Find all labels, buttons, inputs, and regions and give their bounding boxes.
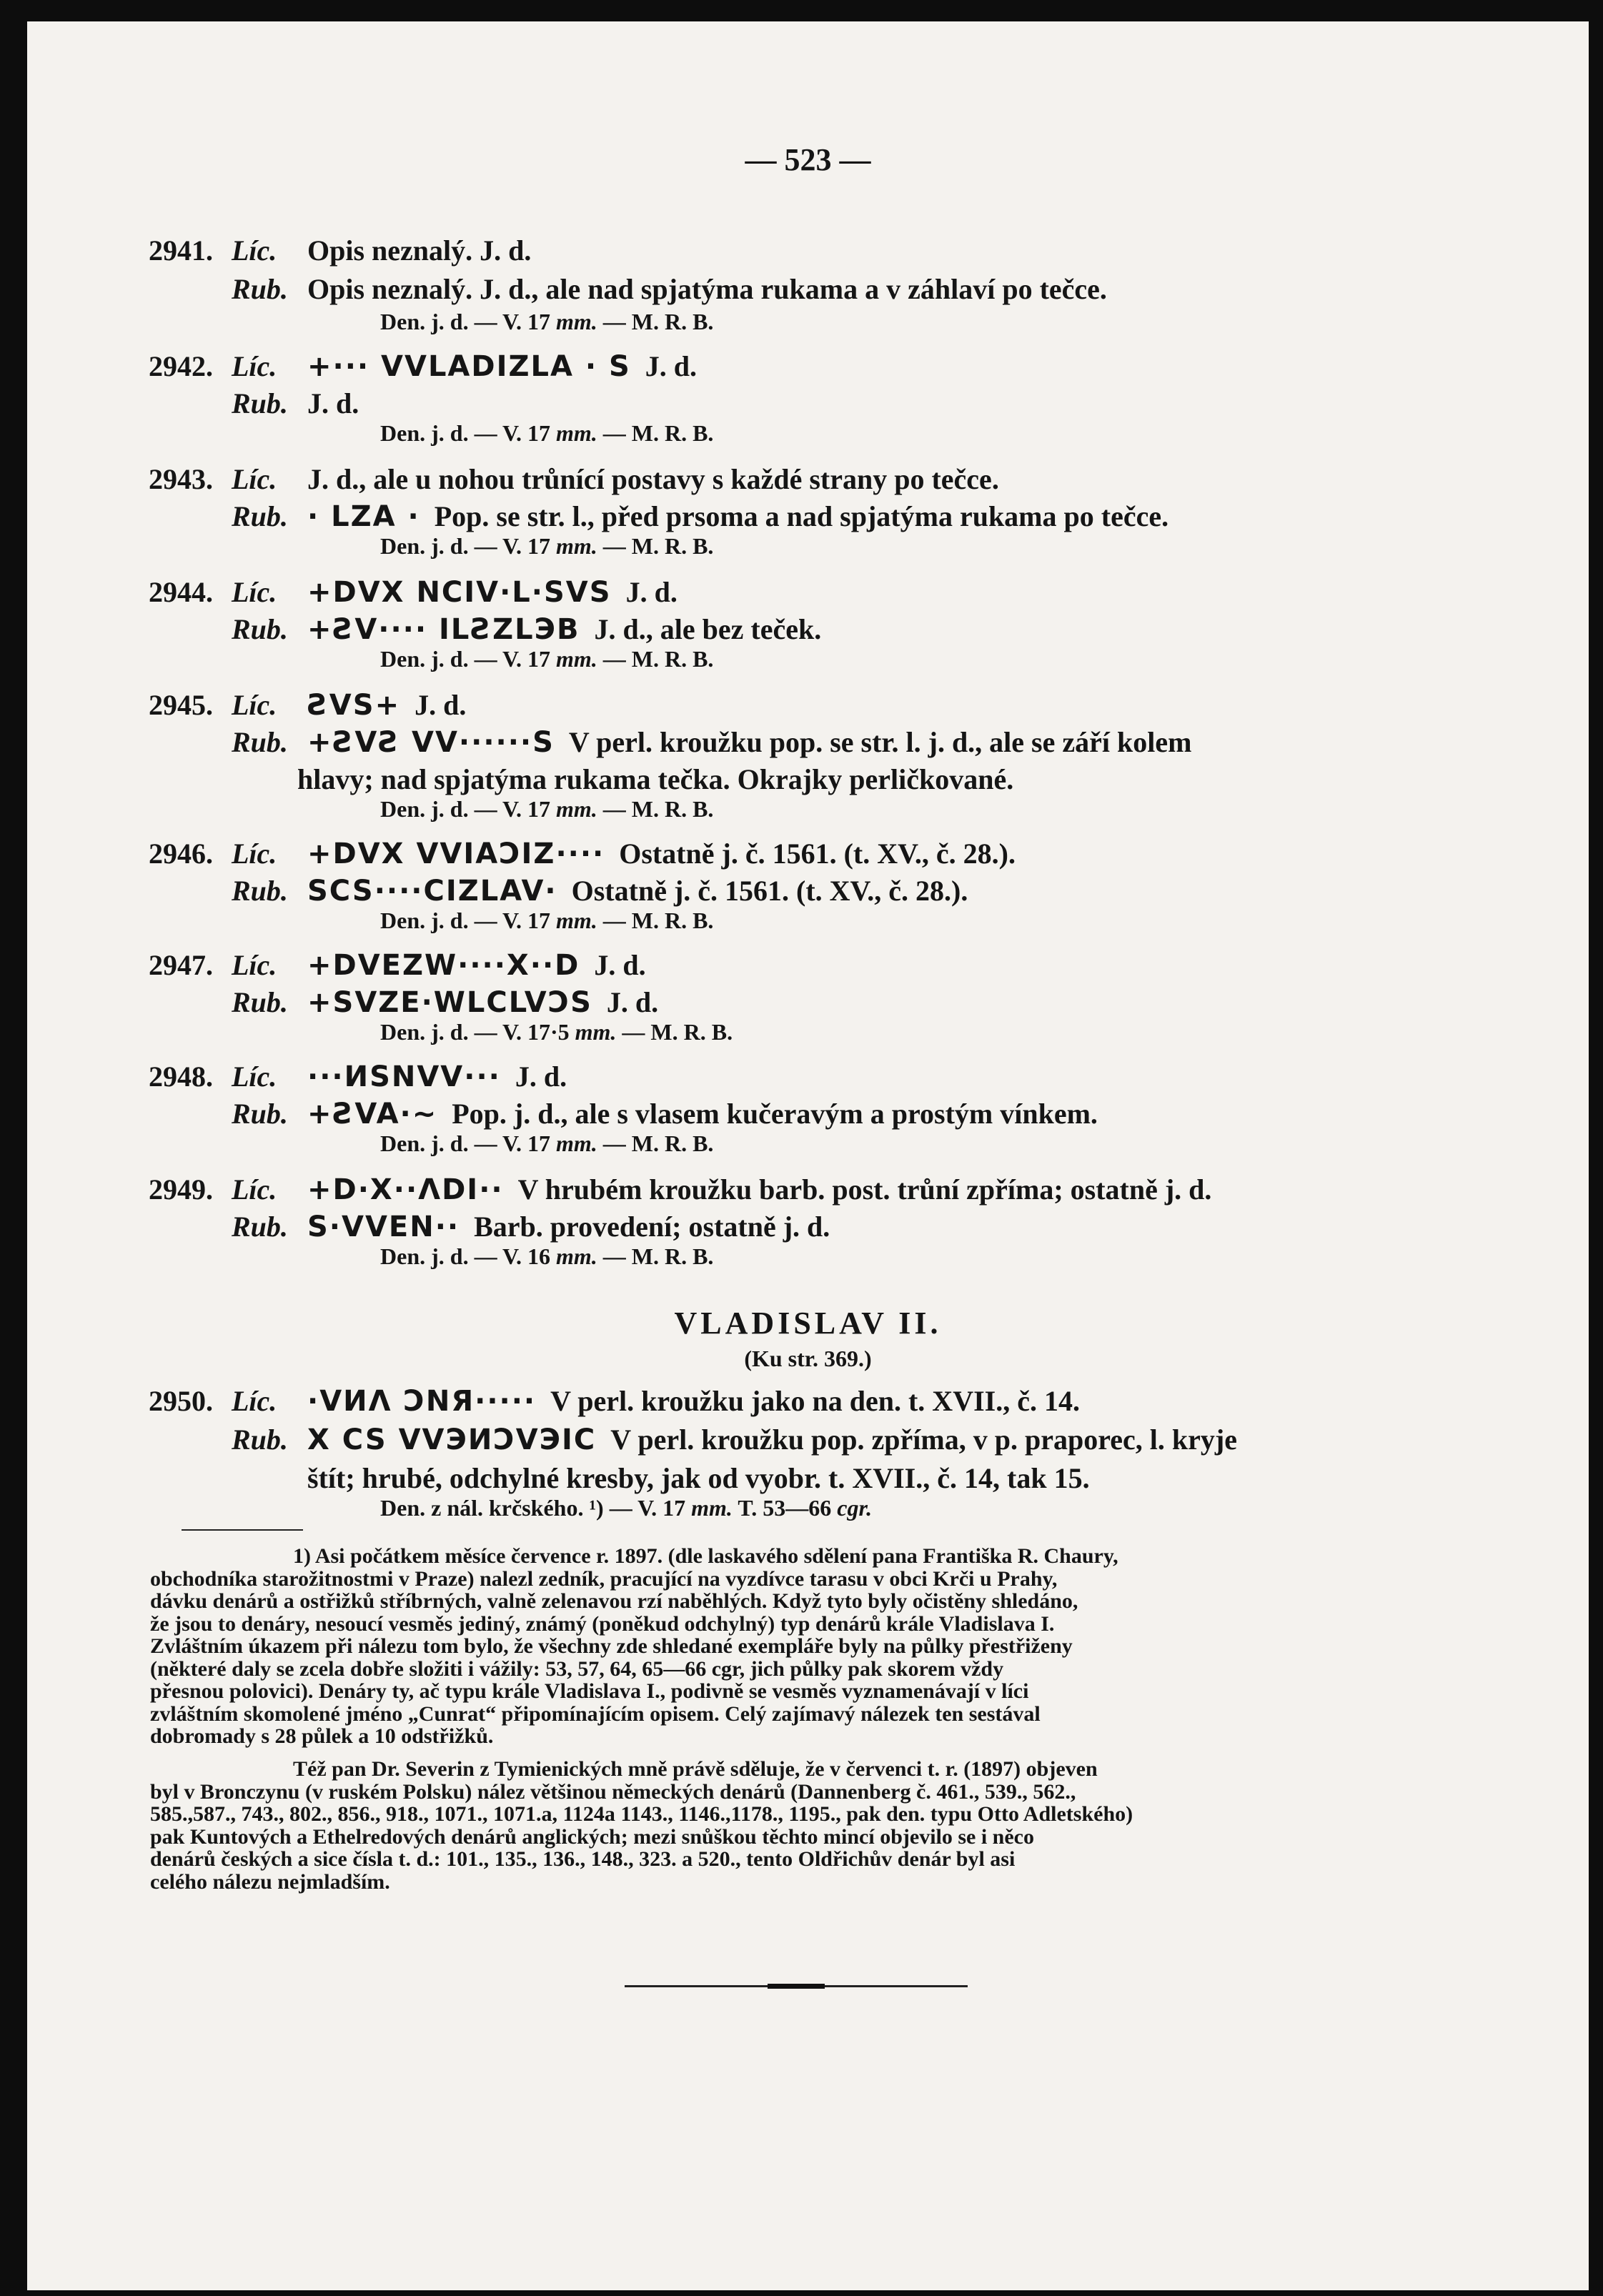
- lic-text: J. d., ale u nohou trůnící postavy s každé strany po tečce.: [307, 463, 999, 495]
- entry-2948-rub: [232, 1096, 1098, 1132]
- rub-label: Rub.: [232, 1423, 288, 1456]
- end-rule-left: [625, 1985, 768, 1987]
- coin-legend: +··· VVLADIZLA · S: [307, 350, 631, 383]
- lic-text: J. d.: [594, 949, 646, 981]
- entry-2946-den: Den. j. d. — V. 17 mm. — M. R. B.: [380, 908, 714, 933]
- end-rule-right: [825, 1985, 968, 1987]
- entry-number: 2950.: [149, 1385, 213, 1417]
- footnote-2: [150, 1758, 1394, 1893]
- entry-2942-den: Den. j. d. — V. 17 mm. — M. R. B.: [380, 420, 714, 446]
- footnote-line: 585.,587., 743., 802., 856., 918., 1071., 1071.a, 1124a 1143., 1146.,1178., 1195., pak den. typu Otto Adletského): [150, 1802, 1133, 1826]
- coin-legend: SCS····CIZLAV·: [307, 875, 557, 908]
- footnote-line: denárů českých a sice čísla t. d.: 101., 135., 136., 148., 323. a 520., tento Oldřichův denár byl asi: [150, 1847, 1016, 1871]
- entry-2944-rub: [232, 612, 821, 647]
- footnote-line: Zvláštním úkazem při nálezu tom bylo, že všechny zde shledané exempláře byly na půlky přestřiženy: [150, 1634, 1073, 1658]
- rub-text: V perl. kroužku pop. se str. l. j. d., ale se září kolem: [568, 726, 1192, 758]
- entry-2947-rub: [232, 985, 658, 1020]
- rub-text: Barb. provedení; ostatně j. d.: [474, 1211, 830, 1243]
- entry-2946-rub: [232, 873, 968, 909]
- entry-2942-rub: [232, 386, 359, 422]
- rub-text: Pop. se str. l., před prsoma a nad spjatýma rukama po tečce.: [434, 500, 1169, 532]
- coin-legend: ·VИΛ ƆNЯ·····: [307, 1385, 537, 1418]
- rub-text: V perl. kroužku pop. zpříma, v p. praporec, l. kryje: [610, 1423, 1237, 1456]
- entry-2943-lic: [149, 462, 999, 497]
- rub-label: Rub.: [232, 1211, 288, 1243]
- footnote-separator: [182, 1529, 303, 1531]
- rub-text: J. d.: [606, 986, 659, 1018]
- coin-legend: +D·X··ΛDI··: [307, 1173, 504, 1206]
- footnote-line: byl v Bronczynu (v ruském Polsku) nález většinou německých denárů (Dannenberg č. 461., 539., 562.,: [150, 1779, 1076, 1804]
- section-title: VLADISLAV II.: [674, 1306, 942, 1341]
- rub-label: Rub.: [232, 1098, 288, 1130]
- entry-2944-lic: [149, 575, 678, 610]
- footnote-line: celého nálezu nejmladším.: [150, 1869, 390, 1894]
- entry-2943-den: Den. j. d. — V. 17 mm. — M. R. B.: [380, 533, 714, 559]
- lic-label: Líc.: [232, 350, 277, 382]
- footnote-line: přesnou polovici). Denáry ty, ač typu krále Vladislava I., podivně se vesměs vyznamenávají v líci: [150, 1679, 1029, 1703]
- rub-text-continued: hlavy; nad spjatýma rukama tečka. Okrajky perličkované.: [297, 763, 1014, 795]
- footnote-1: [150, 1545, 1394, 1748]
- rub-text-continued: štít; hrubé, odchylné kresby, jak od vyobr. t. XVII., č. 14, tak 15.: [307, 1462, 1090, 1494]
- coin-legend: ƧVS+: [307, 689, 401, 722]
- entry-number: 2943.: [149, 463, 213, 495]
- coin-legend: +SVZE·WLCLVƆS: [307, 986, 592, 1019]
- entry-2941-lic: [149, 233, 531, 269]
- entry-number: 2946.: [149, 838, 213, 870]
- entry-2945-lic: [149, 687, 466, 723]
- document-page: [27, 21, 1589, 2290]
- coin-legend: S·VVEN··: [307, 1211, 460, 1243]
- footnote-line: pak Kuntových a Ethelredových denárů anglických; mezi snůškou těchto mincí objevilo se i něco: [150, 1824, 1035, 1849]
- lic-label: Líc.: [232, 576, 277, 608]
- entry-2945-rub-cont: [297, 762, 1013, 797]
- end-rule-center: [768, 1984, 825, 1989]
- footnote-line: dobromady s 28 půlek a 10 odstřižků.: [150, 1724, 494, 1748]
- footnote-line: obchodníka starožitnostmi v Praze) nalezl zedník, pracující na vyzdívce tarasu v obci Krči u Prahy,: [150, 1566, 1058, 1591]
- entry-2944-den: Den. j. d. — V. 17 mm. — M. R. B.: [380, 646, 714, 672]
- lic-text: J. d.: [625, 576, 678, 608]
- lic-label: Líc.: [232, 689, 277, 721]
- coin-legend: +ƧVƧ VV······S: [307, 726, 555, 759]
- entry-2941-rub: [232, 272, 1107, 307]
- rub-text: J. d.: [307, 387, 359, 419]
- rub-text: Pop. j. d., ale s vlasem kučeravým a prostým vínkem.: [452, 1098, 1098, 1130]
- footnote-line: (některé daly se zcela dobře složiti i vážily: 53, 57, 64, 65—66 cgr, jich půlky pak skorem vždy: [150, 1656, 1004, 1681]
- footnote-line: 1) Asi počátkem měsíce července r. 1897. (dle laskavého sdělení pana Františka R. Chaury,: [293, 1544, 1118, 1568]
- entry-number: 2941.: [149, 234, 213, 267]
- entry-number: 2944.: [149, 576, 213, 608]
- lic-label: Líc.: [232, 234, 277, 267]
- coin-legend: · LZA ·: [307, 500, 420, 533]
- rub-text: Ostatně j. č. 1561. (t. XV., č. 28.).: [571, 875, 968, 907]
- entry-2950-den: Den. z nál. krčského. ¹) — V. 17 mm. T. 53—66 cgr.: [380, 1495, 873, 1521]
- entry-number: 2949.: [149, 1173, 213, 1206]
- footnote-line: že jsou to denáry, nesoucí vesměs jediný, známý (poněkud odchylný) typ denárů krále Vladislava I.: [150, 1611, 1055, 1636]
- rub-label: Rub.: [232, 986, 288, 1018]
- coin-legend: +ƧV···· ILƧZLЭB: [307, 613, 580, 646]
- entry-2947-den: Den. j. d. — V. 17·5 mm. — M. R. B.: [380, 1019, 733, 1045]
- entry-2945-rub: [232, 725, 1191, 760]
- lic-text: J. d.: [415, 689, 467, 721]
- lic-text: V hrubém kroužku barb. post. trůní zpříma; ostatně j. d.: [517, 1173, 1212, 1206]
- entry-2942-lic: [149, 349, 697, 384]
- lic-text: J. d.: [645, 350, 698, 382]
- lic-text: Ostatně j. č. 1561. (t. XV., č. 28.).: [619, 838, 1016, 870]
- entry-number: 2945.: [149, 689, 213, 721]
- entry-2950-lic: [149, 1383, 1080, 1419]
- page-number: — 523 —: [745, 142, 871, 177]
- entry-2950-rub: [232, 1422, 1237, 1458]
- lic-text: Opis neznalý. J. d.: [307, 234, 532, 267]
- entry-2948-lic: [149, 1059, 567, 1095]
- rub-label: Rub.: [232, 613, 288, 645]
- rub-label: Rub.: [232, 500, 288, 532]
- rub-label: Rub.: [232, 273, 288, 305]
- rub-text: Opis neznalý. J. d., ale nad spjatýma rukama a v záhlaví po tečce.: [307, 273, 1107, 305]
- rub-label: Rub.: [232, 387, 288, 419]
- entry-2948-den: Den. j. d. — V. 17 mm. — M. R. B.: [380, 1130, 714, 1156]
- lic-label: Líc.: [232, 463, 277, 495]
- rub-text: J. d., ale bez teček.: [594, 613, 822, 645]
- lic-text: J. d.: [515, 1060, 567, 1093]
- entry-2941-den: Den. j. d. — V. 17 mm. — M. R. B.: [380, 309, 714, 334]
- section-subtitle: (Ku str. 369.): [744, 1346, 872, 1371]
- footnote-line: Též pan Dr. Severin z Tymienických mně právě sděluje, že v červenci t. r. (1897) objeven: [293, 1757, 1098, 1781]
- entry-number: 2947.: [149, 949, 213, 981]
- coin-legend: +DVEZW····X··D: [307, 949, 580, 982]
- entry-2949-lic: [149, 1172, 1211, 1208]
- coin-legend: +DVX VVIAƆIZ····: [307, 838, 605, 870]
- coin-legend: +ƧVA·~: [307, 1098, 438, 1130]
- coin-legend: X CS VVЭИƆVЭIC: [307, 1423, 597, 1456]
- entry-2947-lic: [149, 948, 646, 983]
- lic-label: Líc.: [232, 1385, 277, 1417]
- rub-label: Rub.: [232, 875, 288, 907]
- rub-label: Rub.: [232, 726, 288, 758]
- lic-label: Líc.: [232, 1173, 277, 1206]
- entry-2943-rub: [232, 499, 1168, 535]
- entry-2949-den: Den. j. d. — V. 16 mm. — M. R. B.: [380, 1243, 714, 1269]
- entry-2950-rub-cont: [307, 1461, 1090, 1496]
- entry-number: 2942.: [149, 350, 213, 382]
- entry-2945-den: Den. j. d. — V. 17 mm. — M. R. B.: [380, 796, 714, 822]
- lic-label: Líc.: [232, 838, 277, 870]
- coin-legend: +DVX NCIV·L·SVS: [307, 576, 612, 609]
- lic-label: Líc.: [232, 1060, 277, 1093]
- entry-2949-rub: [232, 1209, 830, 1245]
- lic-text: V perl. kroužku jako na den. t. XVII., č. 14.: [550, 1385, 1080, 1417]
- lic-label: Líc.: [232, 949, 277, 981]
- footnote-line: zvláštním skomolené jméno „Cunrat“ připomínajícím opisem. Celý zajímavý nálezek ten sestával: [150, 1701, 1041, 1726]
- footnote-line: dávku denárů a ostřižků stříbrných, valně zelenavou rzí naběhlých. Když tyto byly očistěny shledáno,: [150, 1589, 1078, 1613]
- coin-legend: ···ИSNVV···: [307, 1060, 501, 1093]
- entry-2946-lic: [149, 836, 1016, 872]
- entry-number: 2948.: [149, 1060, 213, 1093]
